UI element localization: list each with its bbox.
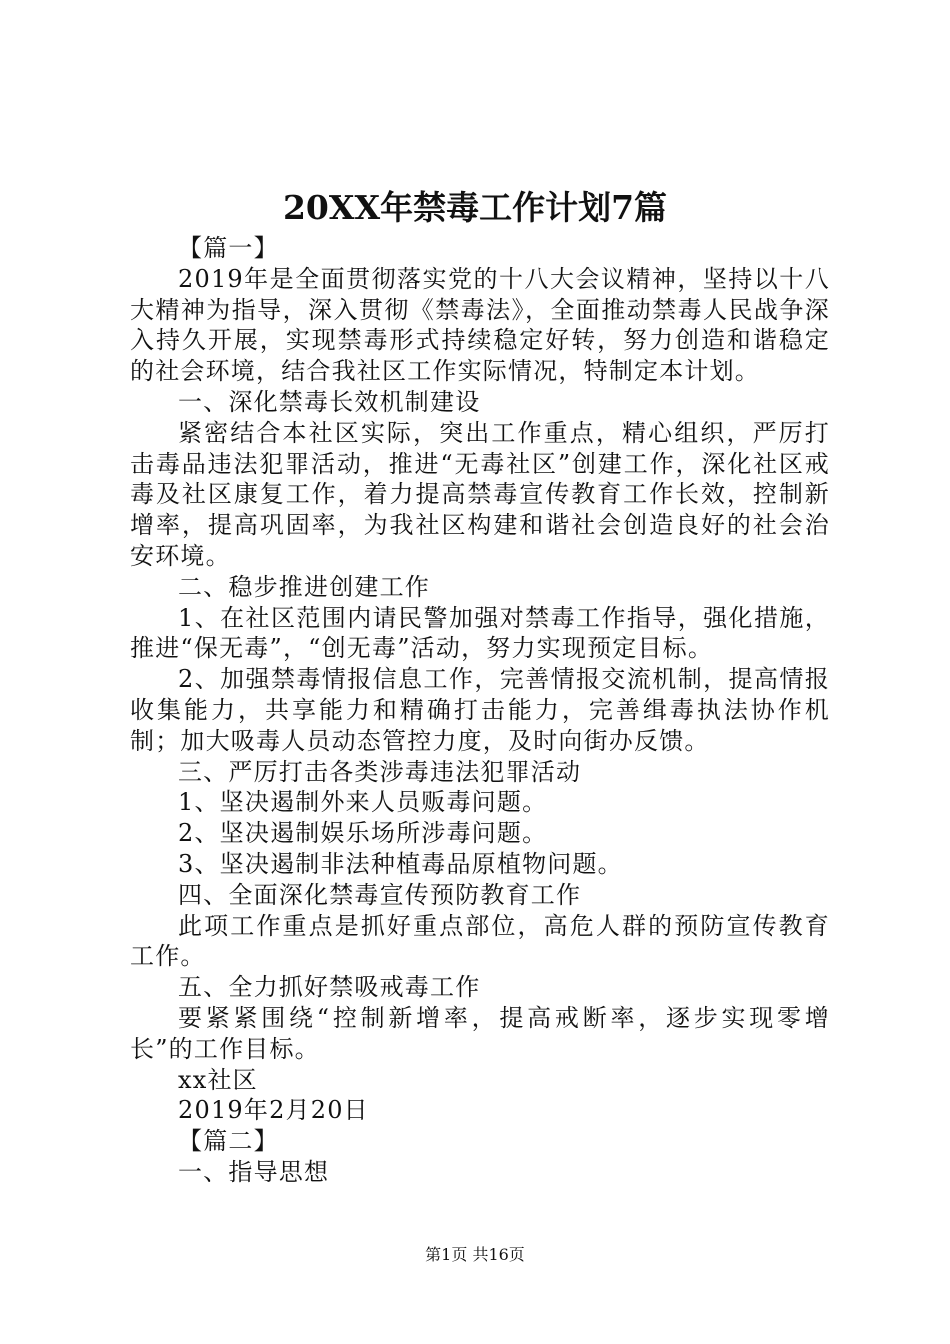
section-heading-guiding-ideology: 一、指导思想 [178,1157,330,1186]
document-body [130,233,830,1188]
signature-date: 2019年2月20日 [178,1096,369,1125]
paragraph-section-4: 此项工作重点是抓好重点部位，高危人群的预防宣传教育工作。 [130,911,830,971]
paragraph-section-1: 紧密结合本社区实际，突出工作重点，精心组织，严厉打击毒品违法犯罪活动，推进“无毒社区”创建工作，深化社区戒毒及社区康复工作，着力提高禁毒宣传教育工作长效，控制新增率，提高巩固率，为我社区构建和谐社会创造良好的社会治安环境。 [130,418,830,570]
page-number-footer: 第1页 共16页 [425,1245,525,1264]
section-heading-3: 三、严厉打击各类涉毒违法犯罪活动 [178,757,582,786]
paragraph-intro: 2019年是全面贯彻落实党的十八大会议精神，坚持以十八大精神为指导，深入贯彻《禁毒法》，全面推动禁毒人民战争深入持久开展，实现禁毒形式持续稳定好转，努力创造和谐稳定的社会环境，结合我社区工作实际情况，特制定本计划。 [130,264,830,386]
section-heading-part-two: 【篇二】 [178,1127,279,1156]
signature-organization: xx社区 [178,1065,258,1094]
paragraph-section-2-item-1: 1、在社区范围内请民警加强对禁毒工作指导，强化措施，推进“保无毒”，“创无毒”活动，努力实现预定目标。 [130,603,830,663]
section-heading-part-one: 【篇一】 [178,234,279,262]
paragraph-section-5: 要紧紧围绕“控制新增率，提高戒断率，逐步实现零增长”的工作目标。 [130,1003,830,1063]
document-title: 20XX年禁毒工作计划7篇 [282,188,668,227]
list-item: 1、坚决遏制外来人员贩毒问题。 [178,788,548,817]
paragraph-section-2-item-2: 2、加强禁毒情报信息工作，完善情报交流机制，提高情报收集能力，共享能力和精确打击能力，完善缉毒执法协作机制；加大吸毒人员动态管控力度，及时向街办反馈。 [130,665,830,755]
list-item: 2、坚决遏制娱乐场所涉毒问题。 [178,819,548,848]
list-item: 3、坚决遏制非法种植毒品原植物问题。 [178,849,623,878]
section-heading-2: 二、稳步推进创建工作 [178,572,430,601]
section-heading-4: 四、全面深化禁毒宣传预防教育工作 [178,880,582,909]
section-heading-1: 一、深化禁毒长效机制建设 [178,387,481,416]
section-heading-5: 五、全力抓好禁吸戒毒工作 [178,973,481,1002]
